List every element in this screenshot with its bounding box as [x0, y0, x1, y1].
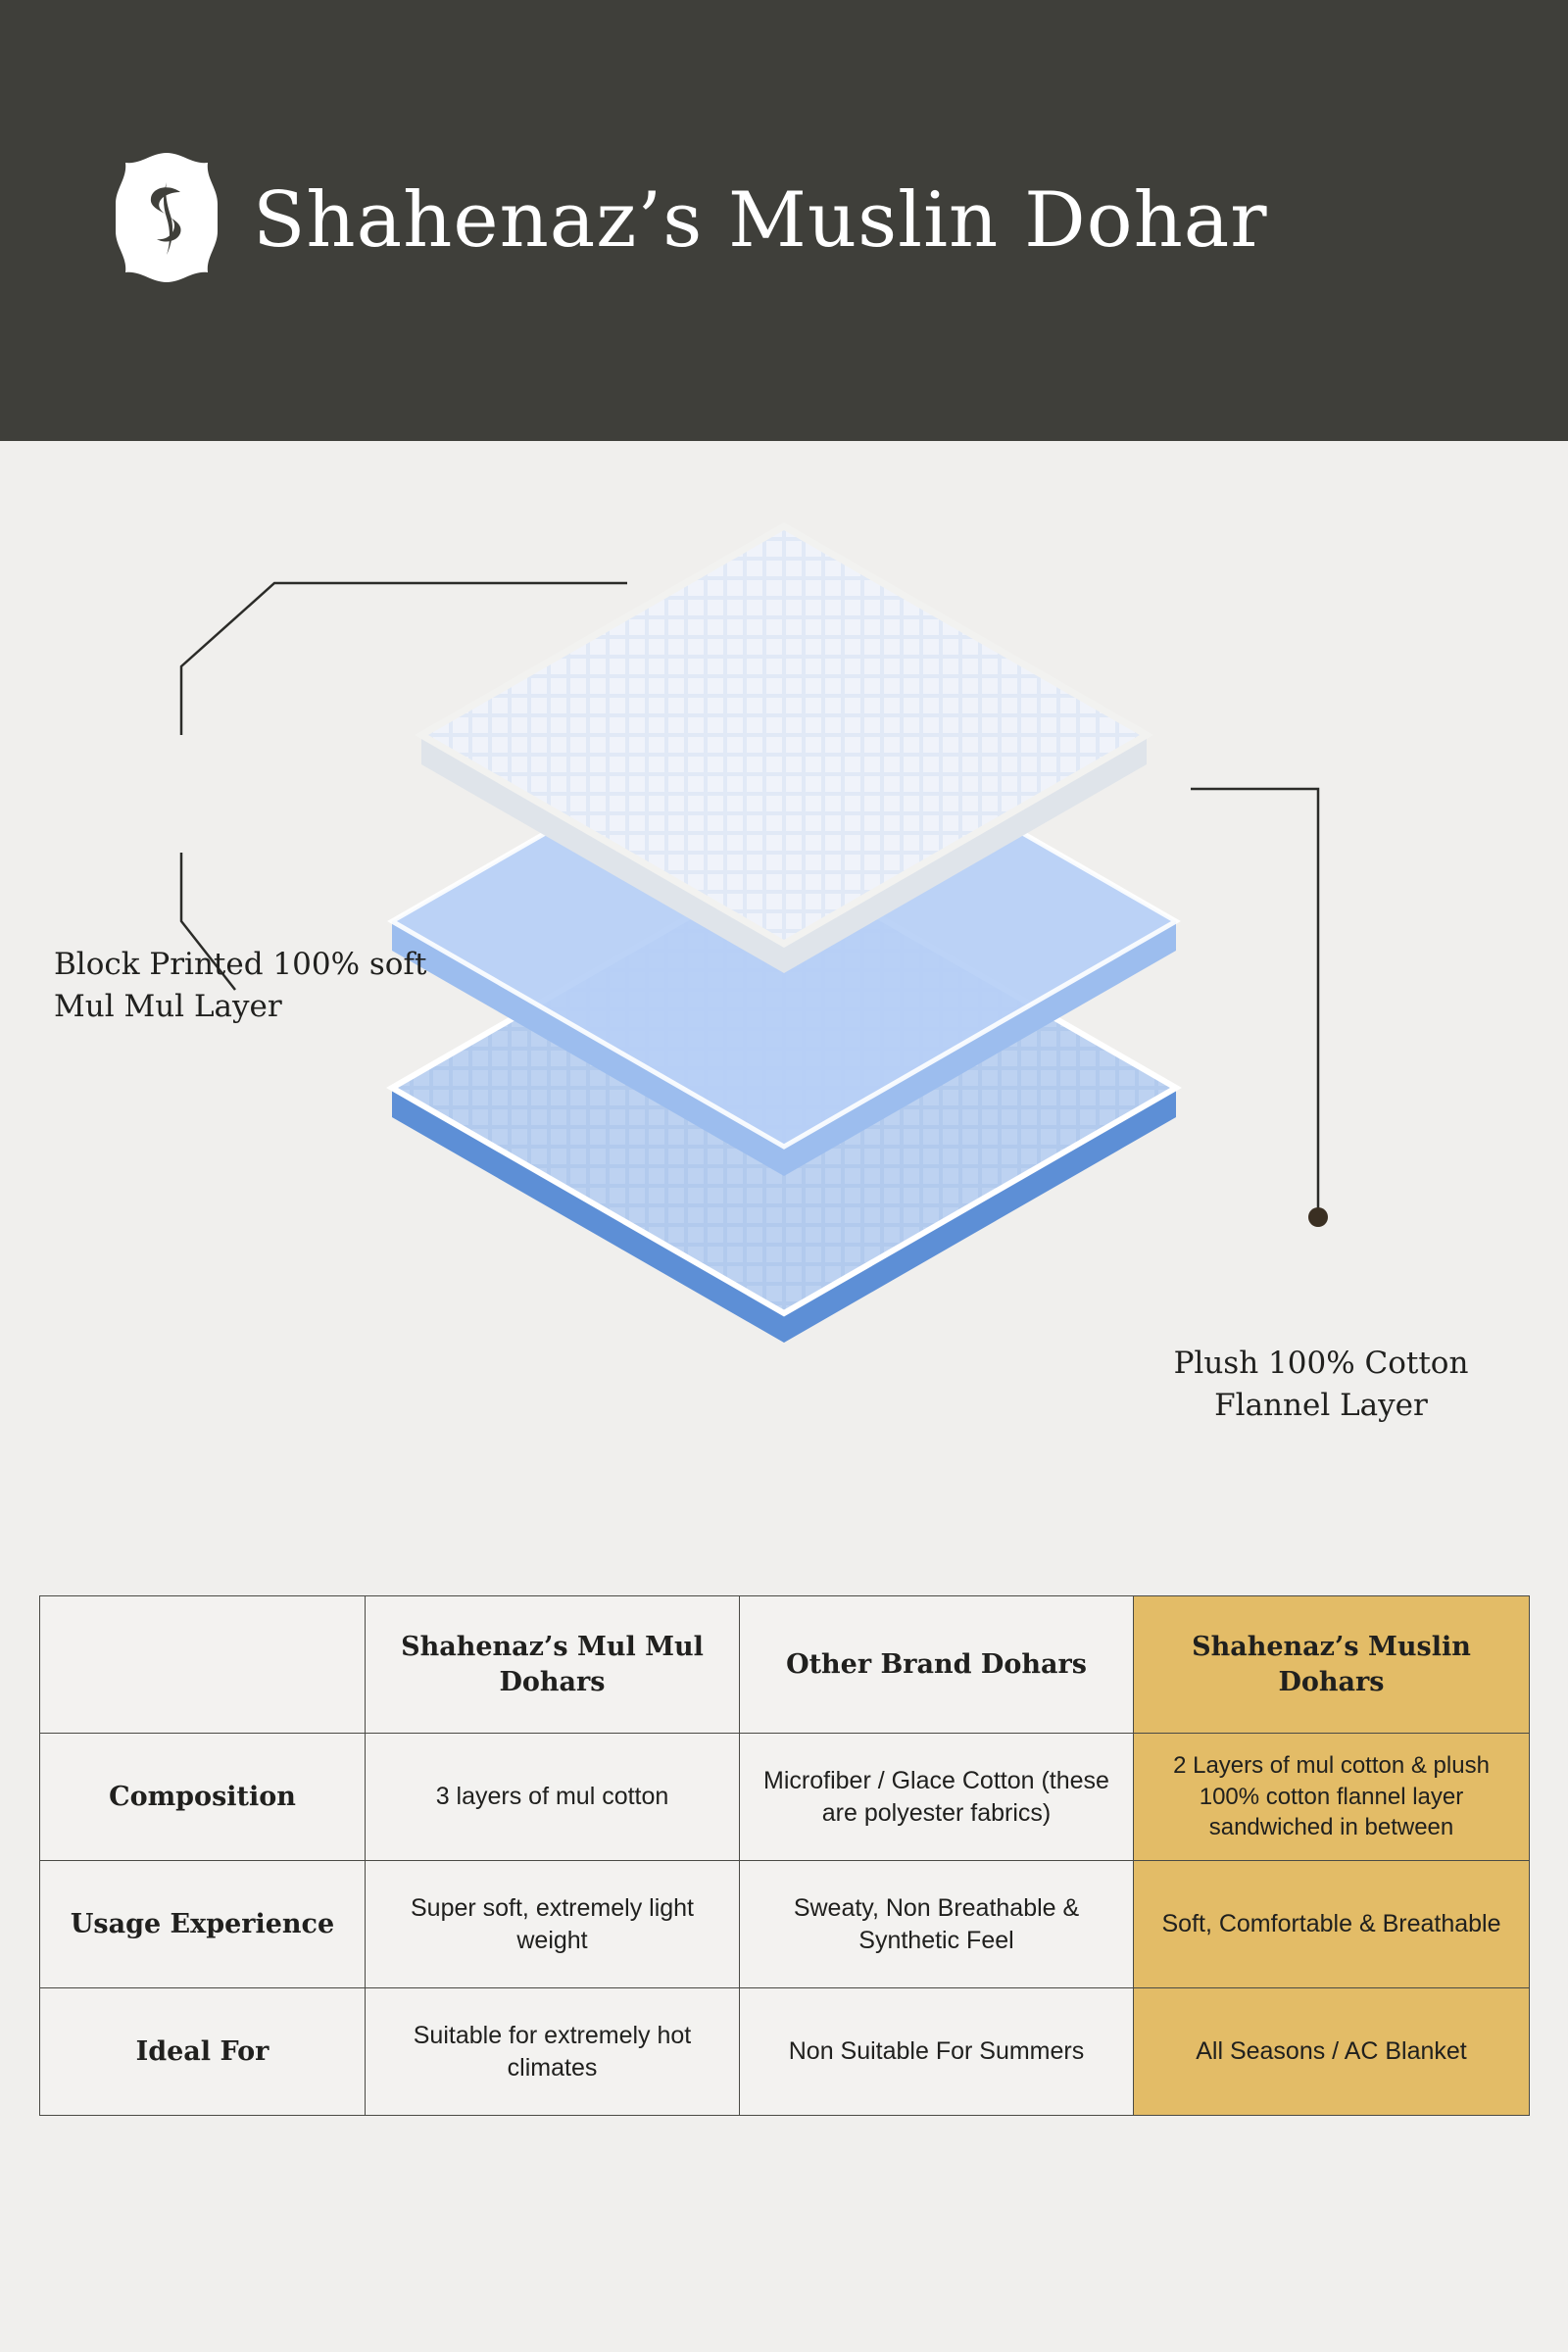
page-title: Shahenaz’s Muslin Dohar	[253, 176, 1268, 265]
comparison-table-wrapper	[39, 1595, 1529, 2116]
row-label-ideal-for: Ideal For	[40, 1988, 366, 2116]
table-row	[40, 1861, 1530, 1988]
callout-label-right: Plush 100% Cotton Flannel Layer	[1173, 1346, 1469, 1423]
cell-ideal-shahenaz-mulmul: Suitable for extremely hot climates	[366, 1988, 740, 2116]
cell-usage-shahenaz-muslin: Soft, Comfortable & Breathable	[1134, 1861, 1530, 1988]
table-row	[40, 1734, 1530, 1861]
callout-dot-right	[1308, 1207, 1328, 1227]
layer-diagram	[0, 441, 1568, 1578]
page-header	[0, 0, 1568, 441]
table-header-row	[40, 1596, 1530, 1734]
table-header-shahenaz-muslin: Shahenaz’s Muslin Dohars	[1134, 1596, 1530, 1734]
row-label-usage-experience: Usage Experience	[40, 1861, 366, 1988]
cell-usage-other-brands: Sweaty, Non Breathable & Synthetic Feel	[740, 1861, 1134, 1988]
table-header-blank	[40, 1596, 366, 1734]
cell-composition-other-brands: Microfiber / Glace Cotton (these are polyester fabrics)	[740, 1734, 1134, 1861]
row-label-composition: Composition	[40, 1734, 366, 1861]
table-row	[40, 1988, 1530, 2116]
shahenaz-logo-icon	[98, 149, 235, 286]
cell-usage-shahenaz-mulmul: Super soft, extremely light weight	[366, 1861, 740, 1988]
table-header-other-brands: Other Brand Dohars	[740, 1596, 1134, 1734]
comparison-table	[39, 1595, 1530, 2116]
cell-ideal-shahenaz-muslin: All Seasons / AC Blanket	[1134, 1988, 1530, 2116]
callout-label-left: Block Printed 100% soft Mul Mul Layer	[54, 947, 427, 1024]
cell-ideal-other-brands: Non Suitable For Summers	[740, 1988, 1134, 2116]
callout-leader-right	[1191, 789, 1318, 1215]
cell-composition-shahenaz-mulmul: 3 layers of mul cotton	[366, 1734, 740, 1861]
cell-composition-shahenaz-muslin: 2 Layers of mul cotton & plush 100% cotton flannel layer sandwiched in between	[1134, 1734, 1530, 1861]
table-header-shahenaz-mulmul: Shahenaz’s Mul Mul Dohars	[366, 1596, 740, 1734]
